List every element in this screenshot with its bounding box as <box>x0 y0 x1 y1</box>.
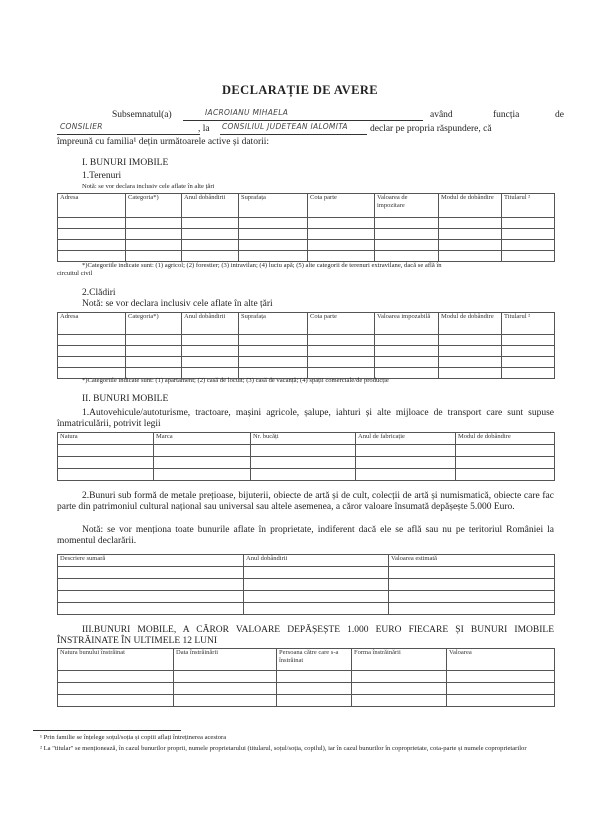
table-row <box>58 346 555 357</box>
terenuri-col-anul: Anul dobândirii <box>182 194 239 218</box>
declarant-institution: CONSILIUL JUDETEAN IALOMITA <box>222 122 348 131</box>
table-row <box>58 671 555 683</box>
vehicles-col-bucati: Nr. bucăți <box>251 433 356 445</box>
terenuri-col-categoria: Categoria*) <box>126 194 182 218</box>
vehicles-col-natura: Natura <box>58 433 154 445</box>
cladiri-col-categoria: Categoria*) <box>126 313 182 335</box>
terenuri-col-titularul: Titularul ² <box>502 194 555 218</box>
valuables-col-descriere: Descriere sumară <box>58 555 244 567</box>
table-row <box>58 251 555 262</box>
table-row <box>58 335 555 346</box>
table-row <box>58 229 555 240</box>
table-row <box>58 240 555 251</box>
intro-line-2: împreună cu familia¹ dețin următoarele active și datorii: <box>57 137 270 147</box>
functia-label: funcția <box>493 110 520 120</box>
vehicles-col-anul: Anul de fabricație <box>356 433 456 445</box>
section-1-heading: I. BUNURI IMOBILE <box>82 158 169 168</box>
function-underline <box>57 134 200 135</box>
terenuri-note: Notă: se vor declara inclusiv cele aflate în alte țări <box>82 183 215 190</box>
name-underline <box>183 120 423 121</box>
vehicles-table <box>57 432 555 481</box>
section-2-heading: II. BUNURI MOBILE <box>82 394 169 404</box>
valuables-col-valoarea: Valoarea estimată <box>389 555 555 567</box>
valuables-subheading: 2.Bunuri sub formă de metale prețioase, bijuterii, obiecte de artă și de cult, colecții de artă și numismatică, obiecte care fac parte din patrimoniul cultural național sau universal sau altele asemenea, a căror valoare însumată depășește 5.000 Euro. <box>57 491 554 512</box>
cladiri-subheading: 2.Clădiri <box>82 288 116 298</box>
vehicles-col-modul: Modul de dobândire <box>456 433 555 445</box>
valuables-note: Notă: se vor menționa toate bunurile aflate în proprietate, indiferent dacă ele se află sau nu pe teritoriul României la momentul declarării. <box>57 525 554 546</box>
cladiri-col-suprafata: Suprafața <box>239 313 308 335</box>
terenuri-col-suprafata: Suprafața <box>239 194 308 218</box>
cladiri-footnote: *)Categoriile indicate sunt: (1) apartament; (2) casă de locuit; (3) casă de vacanță; (4) spații comerciale/de producție <box>82 377 389 384</box>
terenuri-col-adresa: Adresa <box>58 194 126 218</box>
terenuri-table <box>57 193 555 262</box>
cladiri-col-titularul: Titularul ² <box>502 313 555 335</box>
cladiri-col-anul: Anul dobândirii <box>182 313 239 335</box>
terenuri-footnote-cont: circuitul civil <box>57 270 93 277</box>
alienated-col-data: Data înstrăinării <box>174 649 277 671</box>
declarant-name: IACROIANU MIHAELA <box>205 108 289 117</box>
table-row <box>58 567 555 579</box>
footnote-1: ¹ Prin familie se înțelege soțul/soția și copiii aflați întreținerea acestora <box>40 734 227 741</box>
footnote-2: ² La "titular" se menționează, în cazul bunurilor proprii, numele proprietarului (titularul, soțul/soția, copilul), iar în cazul bunurilor în coproprietate, cota-parte și numele coproprietarilor <box>40 745 527 752</box>
avand-label: având <box>430 110 453 120</box>
table-row <box>58 469 555 481</box>
valuables-table <box>57 554 555 615</box>
table-row <box>58 218 555 229</box>
table-row <box>58 357 555 368</box>
alienated-col-natura: Natura bunului înstrăinat <box>58 649 174 671</box>
valuables-col-anul: Anul dobândirii <box>244 555 389 567</box>
table-row <box>58 445 555 457</box>
alienated-table <box>57 648 555 707</box>
institution-underline <box>220 134 367 135</box>
de-label: de <box>555 110 564 120</box>
la-label: , la <box>198 124 210 134</box>
alienated-col-persoana: Persoana către care s-a înstrăinat <box>277 649 352 671</box>
cladiri-table <box>57 312 555 379</box>
terenuri-col-valoarea: Valoarea de impozitare <box>375 194 439 218</box>
cladiri-note: Notă: se vor declara inclusiv cele aflate în alte țări <box>82 299 273 309</box>
cladiri-col-valoarea: Valoarea impozabilă <box>375 313 439 335</box>
terenuri-col-modul: Modul de dobândire <box>439 194 502 218</box>
table-row <box>58 591 555 603</box>
cladiri-col-adresa: Adresa <box>58 313 126 335</box>
page-title: DECLARAȚIE DE AVERE <box>221 83 379 97</box>
table-row <box>58 603 555 615</box>
footnote-separator <box>33 730 181 731</box>
table-row <box>58 457 555 469</box>
terenuri-subheading: 1.Terenuri <box>82 171 122 181</box>
declar-text: declar pe propria răspundere, că <box>370 124 492 134</box>
declarant-function: CONSILIER <box>60 122 103 131</box>
table-row <box>58 579 555 591</box>
vehicles-subheading: 1.Autovehicule/autoturisme, tractoare, mașini agricole, șalupe, iahturi și alte mijloace de transport care sunt supuse înmatriculării, potrivit legii <box>57 408 554 429</box>
cladiri-col-cota: Cota parte <box>308 313 375 335</box>
table-row <box>58 695 555 707</box>
subsemnatul-label: Subsemnatul(a) <box>112 110 172 120</box>
terenuri-col-cota: Cota parte <box>308 194 375 218</box>
table-row <box>58 683 555 695</box>
vehicles-col-marca: Marca <box>154 433 251 445</box>
terenuri-footnote: *)Categoriile indicate sunt: (1) agricol; (2) forestier; (3) intravilan; (4) luciu apă; (5) alte categorii de terenuri extravilane, dacă se află în <box>82 262 442 269</box>
section-3-heading: III.BUNURI MOBILE, A CĂROR VALOARE DEPĂȘEȘTE 1.000 EURO FIECARE ȘI BUNURI IMOBILE ÎNSTRĂINATE ÎN ULTIMELE 12 LUNI <box>57 625 554 646</box>
cladiri-col-modul: Modul de dobândire <box>439 313 502 335</box>
alienated-col-valoarea: Valoarea <box>447 649 555 671</box>
alienated-col-forma: Forma înstrăinării <box>352 649 447 671</box>
